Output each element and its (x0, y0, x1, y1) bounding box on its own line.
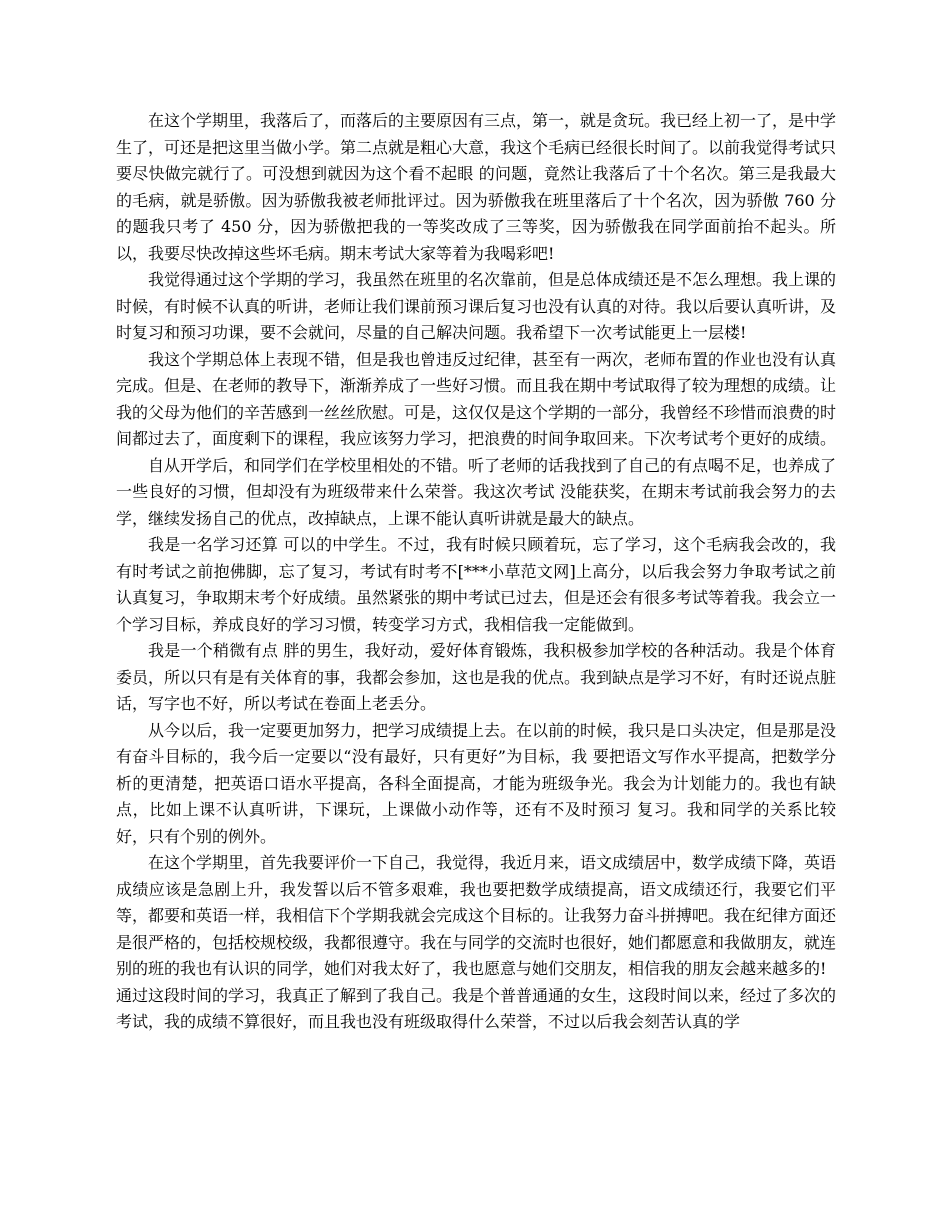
paragraph-5: 我是一名学习还算 可以的中学生。不过，我有时候只顾着玩，忘了学习，这个毛病我会改的，我有时考试之前抱佛脚，忘了复习，考试有时考不[***小草范文网]上高分，以后我会努力争取考试之前认真复习，争取期末考个好成绩。虽然紧张的期中考试已过去，但是还会有很多考试等着我。我会立一个学习目标，养成良好的学习习惯，转变学习方式，我相信我一定能做到。 (116, 535, 837, 634)
paragraph-9: 通过这段时间的学习，我真正了解到了我自己。我是个普普通通的女生，这段时间以来，经过了多次的考试，我的成绩不算很好，而且我也没有班级取得什么荣誉，不过以后我会刻苦认真的学 (116, 985, 837, 1031)
paragraph-2: 我觉得通过这个学期的学习，我虽然在班里的名次靠前，但是总体成绩还是不怎么理想。我上课的时候，有时候不认真的听讲，老师让我们课前预习课后复习也没有认真的对待。我以后要认真听讲，及时复习和预习功课，要不会就问，尽量的自己解决问题。我希望下一次考试能更上一层楼! (116, 270, 837, 342)
paragraph-7: 从今以后，我一定要更加努力，把学习成绩提上去。在以前的时候，我只是口头决定，但是那是没有奋斗目标的，我今后一定要以“没有最好，只有更好”为目标，我 要把语文写作水平提高，把数学分析的更清楚，把英语口语水平提高，各科全面提高，才能为班级争光。我会为计划能力的。我也有缺点，比如上课不认真听讲，下课玩，上课做小动作等，还有不及时预习 复习。我和同学的关系比较好，只有个别的例外。 (116, 720, 837, 846)
paragraph-4: 自从开学后，和同学们在学校里相处的不错。听了老师的话我找到了自己的有点喝不足，也养成了一些良好的习惯，但却没有为班级带来什么荣誉。我这次考试 没能获奖，在期末考试前我会努力的去学，继续发扬自己的优点，改掉缺点，上课不能认真听讲就是最大的缺点。 (116, 455, 837, 528)
document-body (116, 108, 836, 1036)
paragraph-8: 在这个学期里，首先我要评价一下自己，我觉得，我近月来，语文成绩居中，数学成绩下降，英语成绩应该是急剧上升，我发誓以后不管多艰难，我也要把数学成绩提高，语文成绩还行，我要它们平等，都要和英语一样，我相信下个学期我就会完成这个目标的。让我努力奋斗拼搏吧。我在纪律方面还是很严格的，包括校规校级，我都很遵守。我在与同学的交流时也很好，她们都愿意和我做朋友，就连别的班的我也有认识的同学，她们对我太好了，我也愿意与她们交朋友，相信我的朋友会越来越多的! (116, 853, 837, 978)
paragraph-3: 我这个学期总体上表现不错，但是我也曾违反过纪律，甚至有一两次，老师布置的作业也没有认真完成。但是、在老师的教导下，渐渐养成了一些好习惯。而且我在期中考试取得了较为理想的成绩。让我的父母为他们的辛苦感到一丝丝欣慰。可是，这仅仅是这个学期的一部分，我曾经不珍惜而浪费的时间都过去了，面度剩下的课程，我应该努力学习，把浪费的时间争取回来。下次考试考个更好的成绩。 (116, 349, 837, 448)
paragraph-6: 我是一个稍微有点 胖的男生，我好动，爱好体育锻炼，我积极参加学校的各种活动。我是个体育委员，所以只有是有关体育的事，我都会参加，这也是我的优点。我到缺点是学习不好，有时还说点脏话，写字也不好，所以考试在卷面上老丢分。 (116, 641, 837, 713)
paragraph-1: 在这个学期里，我落后了，而落后的主要原因有三点，第一，就是贪玩。我已经上初一了，是中学生了，可还是把这里当做小学。第二点就是粗心大意，我这个毛病已经很长时间了。以前我觉得考试只要尽快做完就行了。可没想到就因为这个看不起眼 的问题，竟然让我落后了十个名次。第三是我最大的毛病，就是骄傲。因为骄傲我被老师批评过。因为骄傲我在班里落后了十个名次，因为骄傲 760 分的题我只考了 450 分，因为骄傲把我的一等奖改成了三等奖，因为骄傲我在同学面前抬不起头。所以，我要尽快改掉这些坏毛病。期末考试大家等着为我喝彩吧! (116, 111, 837, 263)
